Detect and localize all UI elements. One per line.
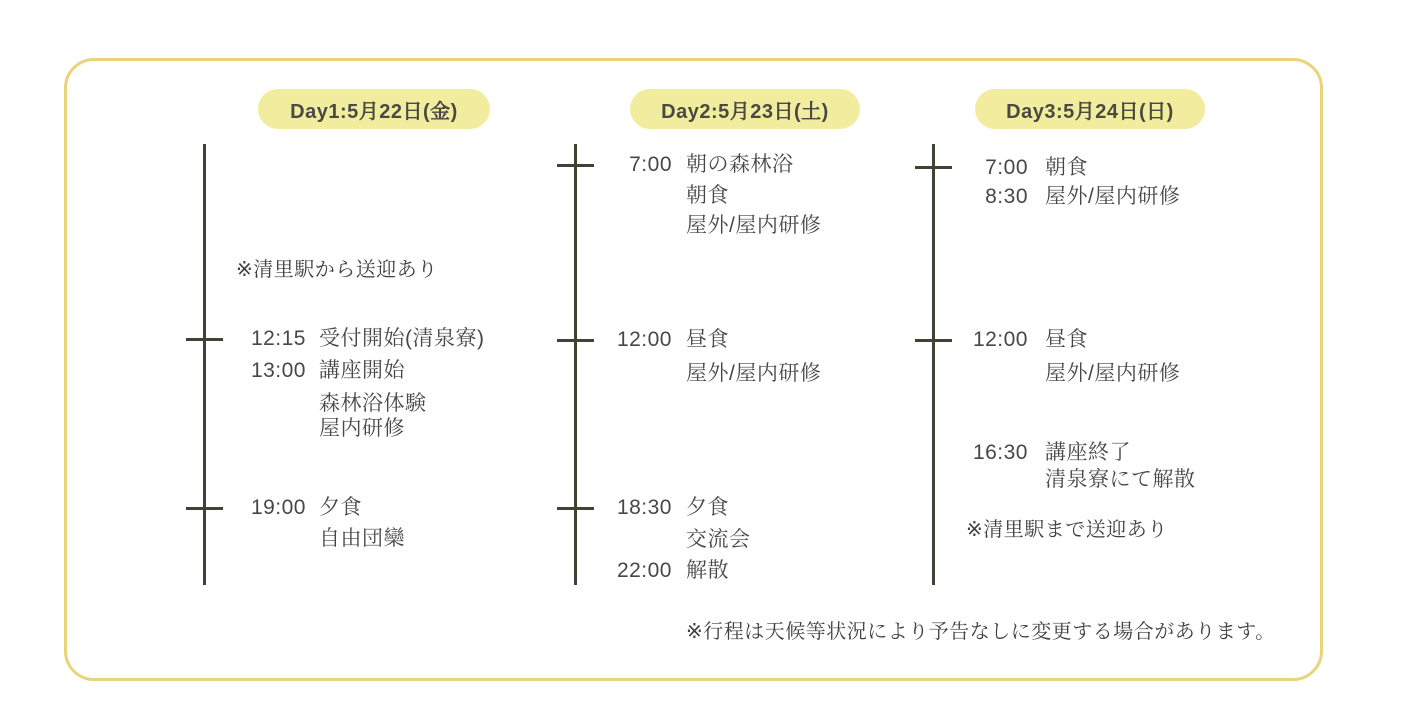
- timeline-event: [598, 525, 751, 555]
- event-time: [958, 465, 1028, 495]
- event-label: 夕食: [686, 496, 729, 519]
- event-label: 朝食: [1045, 156, 1088, 179]
- timeline-event: [230, 414, 405, 444]
- timeline-event: [958, 182, 1180, 212]
- event-label: 昼食: [1045, 328, 1088, 351]
- timeline-event: [598, 325, 729, 355]
- timeline-event: [958, 359, 1180, 389]
- timeline-event: [958, 325, 1088, 355]
- event-time: 12:15: [250, 327, 306, 350]
- event-label: 受付開始(清泉寮): [319, 327, 485, 350]
- timeline-event: [598, 181, 729, 211]
- event-time: 18:30: [616, 496, 672, 519]
- timeline-event: [598, 493, 729, 523]
- event-time: [598, 525, 672, 555]
- timeline-event: [958, 153, 1088, 183]
- event-time: 7:00: [629, 153, 672, 176]
- day3-tick-1200: [915, 339, 952, 342]
- day2-tick-1830: [557, 507, 594, 510]
- event-time: [598, 359, 672, 389]
- event-time: 19:00: [250, 496, 306, 519]
- event-time: [230, 414, 306, 444]
- event-label: 屋外/屋内研修: [1045, 185, 1181, 208]
- event-label: 交流会: [686, 528, 751, 551]
- timeline-event: [958, 465, 1196, 495]
- timeline-event: [230, 356, 405, 386]
- event-label: 屋外/屋内研修: [686, 214, 822, 237]
- event-label: 解散: [686, 559, 729, 582]
- day2-timeline-line: [574, 144, 577, 585]
- day1-tick-1215: [186, 338, 223, 341]
- event-time: 13:00: [250, 359, 306, 382]
- event-time: 7:00: [985, 156, 1028, 179]
- event-time: [598, 211, 672, 241]
- day1-header-badge: Day1:5月22日(金): [258, 89, 490, 129]
- timeline-event: [230, 524, 405, 554]
- event-time: [598, 181, 672, 211]
- event-label: 朝の森林浴: [686, 153, 794, 176]
- event-label: 朝食: [686, 184, 729, 207]
- timeline-event: [230, 324, 485, 354]
- event-time: 8:30: [985, 185, 1028, 208]
- schedule-footnote: ※行程は天候等状況により予告なしに変更する場合があります。: [686, 621, 1276, 643]
- event-label: 自由団欒: [319, 527, 405, 550]
- event-label: 講座開始: [319, 359, 405, 382]
- event-label: 屋外/屋内研修: [1045, 362, 1181, 385]
- day3-note: ※清里駅まで送迎あり: [966, 519, 1168, 541]
- timeline-event: [598, 150, 794, 180]
- day1-tick-1900: [186, 507, 223, 510]
- event-time: 22:00: [616, 559, 672, 582]
- timeline-event: [958, 438, 1131, 468]
- timeline-event: [598, 556, 729, 586]
- timeline-event: [230, 493, 362, 523]
- event-time: 12:00: [616, 328, 672, 351]
- event-label: 昼食: [686, 328, 729, 351]
- event-time: [230, 524, 306, 554]
- event-label: 夕食: [319, 496, 362, 519]
- event-label: 森林浴体験: [319, 392, 427, 415]
- event-label: 清泉寮にて解散: [1045, 468, 1196, 491]
- timeline-event: [598, 359, 821, 389]
- day2-tick-1200: [557, 339, 594, 342]
- day3-tick-0700: [915, 166, 952, 169]
- event-time: 16:30: [972, 441, 1028, 464]
- day3-header-badge: Day3:5月24日(日): [975, 89, 1205, 129]
- event-time: [958, 359, 1028, 389]
- day1-timeline-line: [203, 144, 206, 585]
- timeline-event: [598, 211, 821, 241]
- event-time: 12:00: [972, 328, 1028, 351]
- event-label: 屋外/屋内研修: [686, 362, 822, 385]
- event-label: 講座終了: [1045, 441, 1131, 464]
- day3-timeline-line: [932, 144, 935, 585]
- event-label: 屋内研修: [319, 417, 405, 440]
- day1-note: ※清里駅から送迎あり: [236, 259, 438, 281]
- day2-header-badge: Day2:5月23日(土): [630, 89, 860, 129]
- day2-tick-0700: [557, 164, 594, 167]
